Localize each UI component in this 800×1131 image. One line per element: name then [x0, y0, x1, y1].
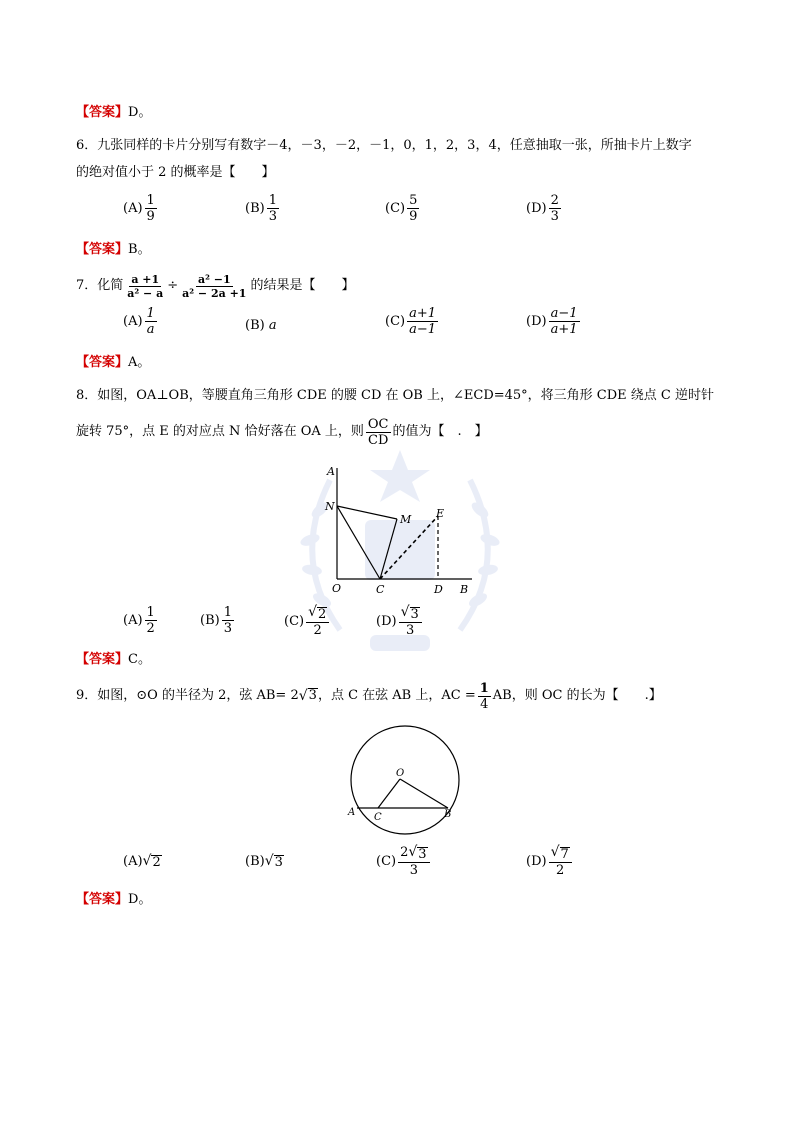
answer-label: 【答案】 [76, 892, 129, 907]
label-c: C [376, 583, 385, 596]
fraction: √ 2 2 [306, 605, 329, 638]
question-6-line1: 6．九张同样的卡片分别写有数字－4，－3，－2，－1，0，1，2，3，4，任意抽取一张，所抽卡片上数字 [76, 138, 692, 153]
question-7: 7．化简 $\frac{a +1}{\text{a² − a}}$ ÷ $\frac{\text{a² −1}}{\text{a² − 2a +1}}$ 的结果是【 】 [76, 272, 355, 300]
sqrt: √ 3 [298, 688, 317, 704]
question-7-options [0, 306, 720, 346]
answer-value: C。 [128, 652, 151, 667]
fraction: $\frac{2}{3}$ [550, 193, 559, 224]
fraction: 2 √ 3 3 [398, 845, 429, 878]
answer-label: 【答案】 [76, 105, 129, 120]
fraction: $\frac{a +1}{\text{a² − a}}$ [127, 272, 164, 300]
label-d: D [434, 583, 443, 596]
question-6-line2: 的绝对值小于 2 的概率是【 】 [76, 165, 275, 180]
fraction: √ 7 2 [549, 845, 572, 878]
fraction: $\frac{a+1}{a-1}$ [409, 306, 437, 337]
option-b: (B) $\frac{1}{3}$ [200, 605, 232, 636]
option-a: (A) $\frac{1}{a}$ [123, 306, 155, 337]
figure-8-diagram [320, 462, 490, 602]
option-a: (A) $\frac{1}{9}$ [123, 193, 155, 224]
fraction: $\frac{5}{9}$ [409, 193, 418, 224]
answer-value: D。 [128, 892, 152, 907]
question-8-line1: 8．如图，OA⊥OB，等腰直角三角形 CDE 的腰 CD 在 OB 上，∠ECD=45°，将三角形 CDE 绕点 C 逆时针 [76, 388, 715, 403]
question-8-options [0, 605, 720, 645]
figure-9-diagram [340, 724, 470, 836]
label-n: N [325, 500, 335, 513]
question-9: 9．如图，⊙O 的半径为 2，弦 AB= 2 √ 3 ，点 C 在弦 AB 上，AC = $\frac{1}{4}$ AB，则 OC 的长为【 .】 [76, 680, 662, 712]
option-d: (D) $\frac{2}{3}$ [526, 193, 559, 224]
label-e: E [436, 507, 445, 520]
option-d: (D) √ 7 2 [526, 845, 574, 878]
option-c: (C) √ 2 2 [284, 605, 331, 638]
answer-9 [76, 890, 151, 910]
question-9-options [0, 845, 720, 885]
answer-label: 【答案】 [76, 652, 129, 667]
label-c: C [374, 812, 382, 823]
question-6-options [0, 193, 720, 233]
answer-value: D。 [128, 105, 152, 120]
label-o: O [332, 582, 342, 595]
fraction: $\frac{1}{4}$ [479, 680, 489, 712]
option-c: (C) $\frac{a+1}{a-1}$ [385, 306, 437, 337]
option-b: (B) $\frac{1}{3}$ [245, 193, 277, 224]
option-c: (C) 2 √ 3 3 [376, 845, 432, 878]
fraction: $\frac{a-1}{a+1}$ [550, 306, 578, 337]
fraction: $\frac{\text{a² −1}}{\text{a² − 2a +1}}$ [182, 272, 247, 300]
option-c: (C) $\frac{5}{9}$ [385, 193, 418, 224]
label-b: B [444, 809, 452, 820]
label-a: A [348, 807, 356, 818]
option-a: (A) √ 2 [123, 853, 161, 870]
question-8-line2: 旋转 75°，点 E 的对应点 N 恰好落在 OA 上，则 $\frac{OC}{CD}$ 的值为【 . 】 [76, 416, 488, 448]
answer-5 [76, 103, 151, 123]
label-m: M [400, 513, 412, 526]
fraction: $\frac{1}{2}$ [146, 605, 155, 636]
label-a: A [327, 465, 335, 478]
label-b: B [460, 583, 469, 596]
fraction: $\frac{OC}{CD}$ [367, 416, 389, 448]
answer-8 [76, 650, 151, 670]
answer-6 [76, 240, 151, 260]
option-a: (A) $\frac{1}{2}$ [123, 605, 155, 636]
fraction: $\frac{1}{3}$ [223, 605, 232, 636]
fraction: √ 3 3 [399, 605, 422, 638]
fraction: $\frac{1}{a}$ [146, 306, 155, 337]
option-d: (D) $\frac{a-1}{a+1}$ [526, 306, 578, 337]
answer-label: 【答案】 [76, 242, 129, 257]
option-d: (D) √ 3 3 [376, 605, 424, 638]
fraction: $\frac{1}{3}$ [268, 193, 277, 224]
answer-7 [76, 353, 150, 373]
answer-label: 【答案】 [76, 355, 129, 370]
option-b: (B) a [245, 318, 277, 333]
option-b: (B) √ 3 [245, 853, 283, 870]
label-o: O [396, 768, 405, 779]
answer-value: B。 [128, 242, 151, 257]
answer-value: A。 [128, 355, 151, 370]
fraction: $\frac{1}{9}$ [146, 193, 155, 224]
